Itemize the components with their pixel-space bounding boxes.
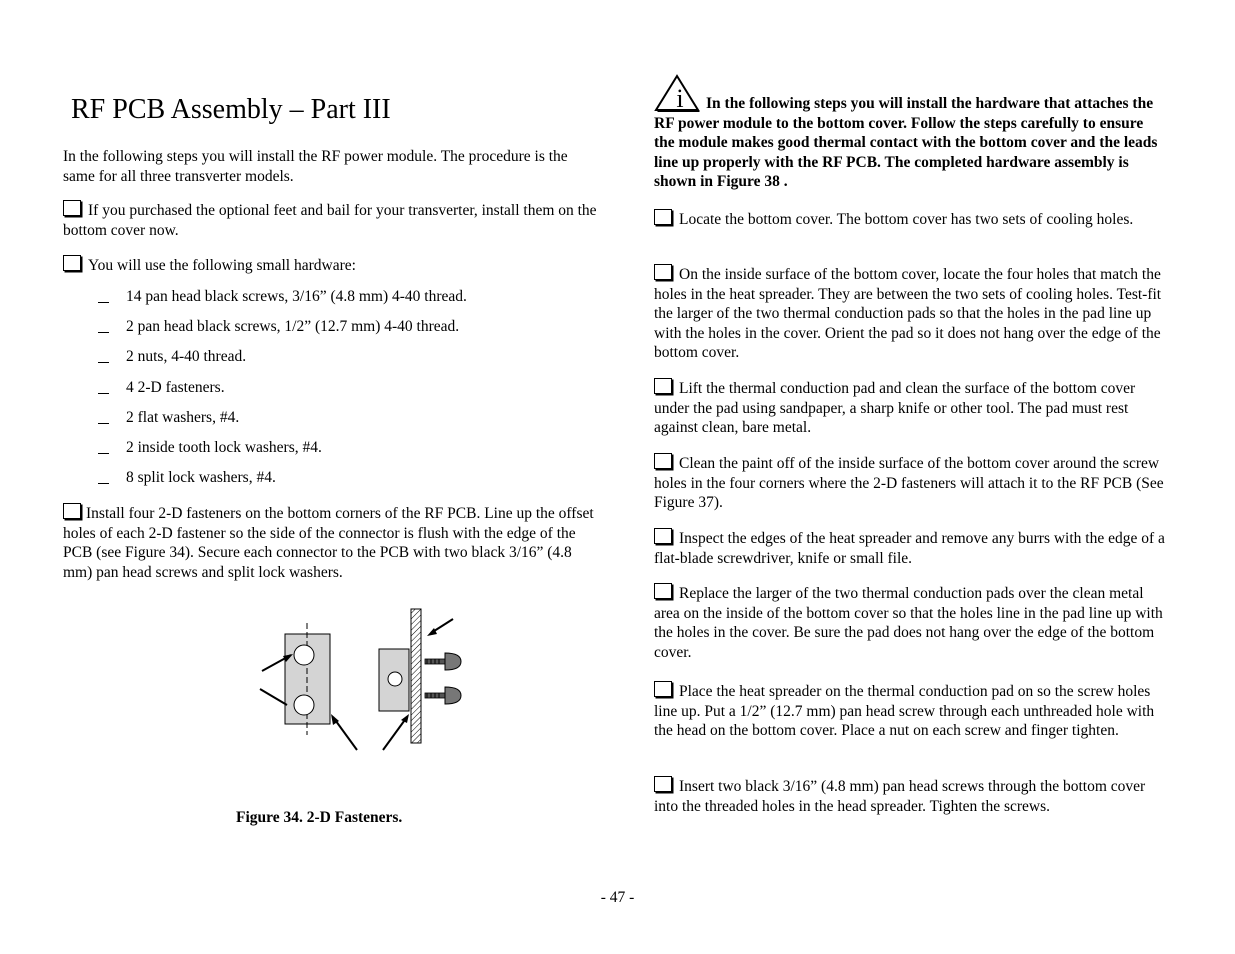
figure-2d-fasteners — [255, 605, 475, 755]
screw-icon — [425, 687, 461, 704]
checkbox-icon[interactable] — [654, 681, 672, 697]
blank-line-icon[interactable] — [98, 362, 109, 363]
blank-line-icon[interactable] — [98, 423, 109, 424]
step-hardware — [63, 255, 356, 276]
hardware-item: 2 pan head black screws, 1/2” (12.7 mm) 4-40 thread. — [98, 317, 459, 337]
screw-icon — [425, 653, 461, 670]
arrow — [260, 689, 287, 705]
checkbox-icon[interactable] — [654, 453, 672, 469]
checkbox-icon[interactable] — [654, 378, 672, 394]
page-title: RF PCB Assembly – Part III — [71, 94, 391, 125]
hardware-item: 8 split lock washers, #4. — [98, 468, 276, 488]
checkbox-icon[interactable] — [63, 255, 81, 271]
step-item: Lift the thermal conduction pad and clean the surface of the bottom cover under the pad using sandpaper, a sharp knife or other tool. The pad must rest against clean, bare metal. — [654, 380, 1136, 437]
hardware-item: 14 pan head black screws, 3/16” (4.8 mm) 4-40 thread. — [98, 287, 467, 307]
hardware-item: 2 flat washers, #4. — [98, 408, 239, 428]
checkbox-icon[interactable] — [654, 264, 672, 280]
hardware-item: 4 2-D fasteners. — [98, 378, 225, 398]
step-feet — [63, 200, 603, 240]
hardware-item: 2 inside tooth lock washers, #4. — [98, 438, 322, 458]
checkbox-icon[interactable] — [63, 200, 81, 216]
arrowhead — [401, 714, 409, 723]
checkbox-icon[interactable] — [654, 528, 672, 544]
blank-line-icon[interactable] — [98, 393, 109, 394]
step-item: Clean the paint off of the inside surface of the bottom cover around the screw holes in the four corners where the 2-D fasteners will attach it to the RF PCB (See Figure 37). — [654, 455, 1164, 512]
pcb-edge — [411, 609, 421, 743]
blank-line-icon[interactable] — [98, 453, 109, 454]
hardware-item: 2 nuts, 4-40 thread. — [98, 347, 246, 367]
fastener-hole — [388, 672, 402, 686]
step-item: Replace the larger of the two thermal conduction pads over the clean metal area on the inside of the bottom cover so that the holes line in the pad line up with the holes in the cover. Be sure the pad does not hang over the edge of the bottom cover. — [654, 585, 1163, 661]
checkbox-icon[interactable] — [63, 503, 81, 519]
step-fasteners — [63, 503, 603, 582]
blank-line-icon[interactable] — [98, 302, 109, 303]
svg-text:i: i — [676, 84, 684, 112]
info-note: In the following steps you will install the hardware that attaches the RF power module to the bottom cover. Follow the steps carefully to ensure the module makes good thermal contact with the bottom cover and the leads line up properly with the RF PCB. The completed hardware assembly is shown in Figure 38 . — [654, 95, 1158, 191]
blank-line-icon[interactable] — [98, 483, 109, 484]
figure-caption: Figure 34. 2-D Fasteners. — [236, 809, 403, 826]
checkbox-icon[interactable] — [654, 209, 672, 225]
step-item: Locate the bottom cover. The bottom cover has two sets of cooling holes. — [654, 209, 1133, 230]
blank-line-icon[interactable] — [98, 332, 109, 333]
step-item: On the inside surface of the bottom cover, locate the four holes that match the holes in the heat spreader. They are between the two sets of cooling holes. Test-fit the larger of the two thermal conduction pads so that the holes in the pad line up with the holes in the cover. Orient the pad so it does not hang over the edge of the bottom cover. — [654, 266, 1162, 362]
checkbox-icon[interactable] — [654, 583, 672, 599]
fastener-hole — [294, 645, 314, 665]
checkbox-icon[interactable] — [654, 776, 672, 792]
step-item: Insert two black 3/16” (4.8 mm) pan head screws through the bottom cover into the threaded holes in the head spreader. Tighten the screws. — [654, 778, 1146, 815]
arrow — [383, 717, 407, 750]
page-number: - 47 - — [600, 889, 635, 906]
step-item: Inspect the edges of the heat spreader and remove any burrs with the edge of a flat-blade screwdriver, knife or small file. — [654, 530, 1165, 567]
fastener-hole — [294, 695, 314, 715]
step-item: Place the heat spreader on the thermal conduction pad on so the screw holes line up. Put a 1/2” (12.7 mm) pan head screw through each unthreaded hole with the head on the bottom cover. Place a nut on each screw and finger tighten. — [654, 683, 1155, 740]
step-fasteners-text: Install four 2-D fasteners on the bottom corners of the RF PCB. Line up the offset holes of each 2-D fastener so the side of the connector is flush with the edge of the PCB (see Figure 34). Secure each connector to the PCB with two black 3/16” (4.8 mm) pan head screws and split lock washers. — [63, 505, 594, 581]
intro-paragraph: In the following steps you will install the RF power module. The procedure is the same for all three transverter models. — [63, 148, 568, 185]
step-hardware-text: You will use the following small hardware: — [88, 257, 356, 274]
step-feet-text: If you purchased the optional feet and bail for your transverter, install them on the bottom cover now. — [63, 202, 597, 239]
